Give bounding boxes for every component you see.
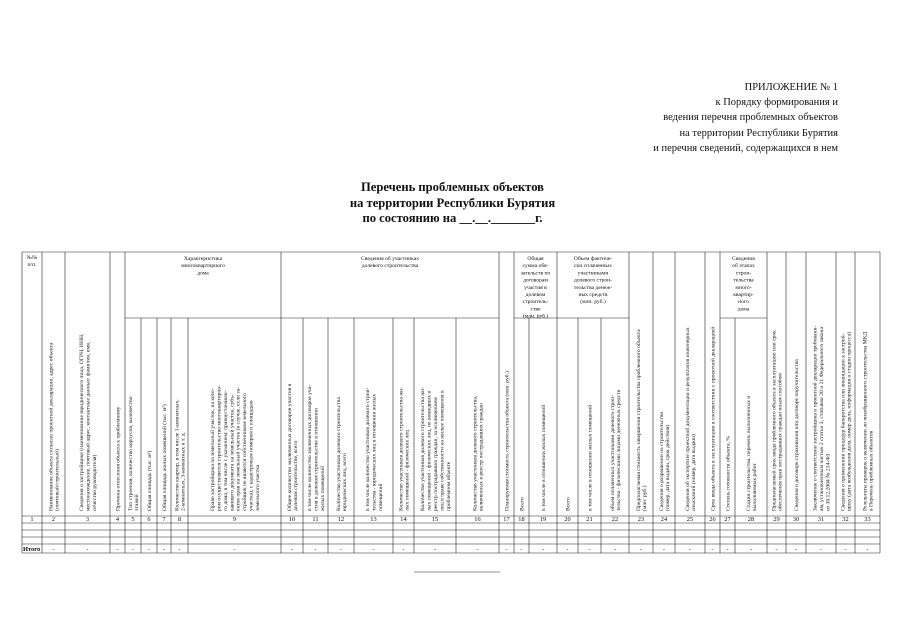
column-number: 30: [792, 516, 800, 524]
column-header-text: этажей: [134, 494, 141, 511]
appendix-line: ведения перечня проблемных объектов: [663, 112, 838, 124]
group-header-text: ных средств: [578, 292, 608, 298]
group-header-text: (млн. руб.): [522, 313, 549, 320]
column-header-text: Предполагаемая стоимость завершения строительства проблемного объекта: [635, 329, 642, 511]
column-number: 11: [312, 516, 319, 524]
column-number: 14: [400, 516, 407, 524]
itogo-dash: -: [433, 546, 437, 553]
column-number: 12: [337, 516, 345, 524]
group-header-text: стве: [530, 306, 541, 313]
column-header-text: ром осуществляется строительство многоквартирно-: [216, 384, 223, 511]
column-number: 3: [85, 516, 90, 524]
column-number: 17: [503, 516, 510, 524]
group-header-text: дома: [197, 270, 209, 277]
appendix-line: к Порядку формирования и: [715, 97, 838, 109]
column-header-text: долевом строительстве, всего: [293, 440, 300, 511]
column-header-text: участка), с кадастровым номером и площадью: [248, 400, 255, 511]
column-header-text: (номер, дата выдачи, срок действия): [665, 424, 672, 511]
column-header-text: земельного участка: [254, 464, 261, 511]
group-header-text: (млн. руб.): [580, 299, 606, 306]
column-header-text: п/п.: [27, 262, 37, 268]
column-header-text: в том числе в отношении жилых помещений: [541, 404, 547, 511]
itogo-dash: -: [147, 546, 151, 553]
group-header-text: Общая: [527, 256, 544, 262]
itogo-dash: -: [662, 546, 666, 553]
column-number: 15: [431, 516, 439, 524]
column-header-text: тельства - физическими лицами денежных средств: [616, 389, 623, 511]
group-header-text: тельства: [733, 277, 754, 284]
group-header-text: Характеристика: [183, 256, 223, 262]
column-number: 4: [115, 516, 120, 524]
column-header-text: в том числе количество участников долевого строи-: [365, 387, 372, 511]
column-number: 20: [564, 516, 571, 524]
column-number: 26: [709, 516, 716, 524]
group-header-text: многоквартирного: [181, 263, 225, 270]
column-number: 23: [637, 516, 645, 524]
column-number: 24: [660, 516, 668, 524]
column-number: 16: [474, 516, 481, 524]
itogo-dash: -: [844, 546, 847, 553]
column-header-text: Количество участников долевого строительства жи-: [398, 387, 405, 511]
column-number: 31: [817, 516, 825, 524]
column-header-text: ям, установленным частью 2 статьи 3, статьями 20 и 21 Федерального закона: [819, 327, 825, 511]
column-header-text: Предполагаемый срок ввода проблемного объекта в эксплуатацию или срок: [771, 330, 778, 511]
itogo-dash: -: [819, 546, 823, 553]
column-number: 28: [747, 516, 755, 524]
column-header-text: (млн. руб.): [642, 485, 649, 511]
column-header-text: изысканий (номер, дата выдачи): [691, 434, 698, 511]
itogo-dash: -: [505, 546, 508, 553]
itogo-dash: -: [233, 546, 236, 553]
column-header-text: №№: [26, 255, 38, 261]
itogo-dash: -: [131, 546, 135, 553]
itogo-dash: -: [866, 546, 869, 553]
column-header-text: Всего: [565, 497, 572, 511]
column-number: 33: [864, 516, 871, 524]
column-header-text: стройщик не является собственником земельного: [242, 393, 249, 511]
column-header-text: 2-комнатных, 3-комнатных и т. д.: [180, 432, 187, 511]
itogo-dash: -: [749, 546, 753, 553]
column-header-text: проблемном объекте: [445, 461, 452, 511]
column-header-text: в том числе количество заключенных договоров уча-: [307, 384, 314, 511]
column-header-text: объем оплаченных участниками долевого строи-: [609, 395, 616, 511]
column-header-text: Срок ввода объекта в эксплуатацию в соответствии с проектной декларацией: [710, 326, 717, 511]
group-header-text: Сведения об участниках: [361, 256, 419, 262]
itogo-dash: -: [116, 546, 119, 553]
group-header-text: сумма обя-: [522, 263, 549, 270]
itogo-dash: -: [178, 546, 181, 553]
itogo-dash: -: [566, 546, 569, 553]
column-header-text: лых помещений - физических лиц, не вошедших в: [426, 390, 433, 511]
column-header-text: реестр пострадавших граждан, за исключением: [433, 397, 439, 511]
column-header-text: Сведения об экспертизе проектной документации и результатов инженерных: [684, 327, 691, 511]
group-header-text: тельства денеж-: [573, 284, 613, 291]
group-header-text: дома: [737, 306, 750, 313]
group-header-text: строи-: [735, 270, 752, 277]
column-number: 2: [51, 516, 56, 524]
itogo-dash: -: [86, 546, 89, 553]
group-header-text: зательств по: [520, 270, 551, 277]
itogo-dash: -: [372, 546, 375, 553]
itogo-dash: -: [290, 546, 294, 553]
appendix-line: на территории Республики Бурятия: [679, 127, 838, 139]
group-header-text: об этапах: [732, 263, 755, 270]
appendix-heading: ПРИЛОЖЕНИЕ № 1: [744, 82, 838, 93]
itogo-dash: -: [588, 546, 591, 553]
itogo-dash: -: [314, 546, 317, 553]
column-number: 22: [611, 516, 619, 524]
itogo-dash: -: [520, 546, 523, 553]
itogo-dash: -: [52, 546, 55, 553]
column-header-text: го дома, в том числе с указанием: правоустанавли-: [222, 390, 229, 511]
group-header-text: Объем фактиче-: [573, 256, 613, 262]
itogo-dash: -: [688, 546, 692, 553]
group-header-text: участниками: [577, 270, 609, 277]
column-header-text: включенных в реестр пострадавших граждан: [478, 403, 485, 511]
column-header-text: Количество квартир, в том числе 1-комнатных,: [174, 399, 181, 511]
itogo-dash: -: [476, 546, 479, 553]
group-header-text: долевого строительства: [361, 263, 419, 270]
group-header-text: долевом: [525, 292, 546, 298]
column-header-text: Причина отнесения объекта к проблемному: [115, 406, 122, 511]
group-header-text: ски сплаченных: [574, 263, 612, 270]
itogo-dash: -: [613, 546, 617, 553]
itogo-dash: -: [775, 546, 778, 553]
column-header-text: вающего документа на земельный участок, субъ-: [229, 394, 236, 511]
column-number: 21: [586, 516, 593, 524]
itogo-dash: -: [711, 546, 714, 553]
itogo-label: Итого: [23, 546, 41, 553]
column-number: 6: [147, 516, 151, 524]
column-number: 29: [773, 516, 780, 524]
column-number: 7: [162, 516, 166, 524]
column-header-text: Количество участников долевого строительства,: [472, 395, 479, 511]
column-header-text: Заключение о соответствии застройщика и проектной декларации требовани-: [812, 325, 819, 511]
column-header-text: в том числе в отношении жилых помещений: [587, 404, 594, 511]
column-header-text: ектов прав на земельный участок (в случае, если за-: [235, 387, 242, 511]
column-number: 18: [518, 516, 525, 524]
column-header-text: Право застройщика на земельный участок, на кото-: [210, 388, 217, 511]
column-header-text: тельства - юридических лиц в отношении жилых: [371, 393, 378, 511]
column-header-text: Планируемая стоимость строительства объекта (млн. руб.): [504, 371, 511, 511]
column-header-text: помещений: [377, 483, 384, 511]
column-header-text: Количество участников долевого строительства жи-: [420, 387, 427, 511]
itogo-dash: -: [726, 546, 729, 553]
title-line: на территории Республики Бурятия: [349, 195, 556, 210]
group-header-text: квартир-: [733, 292, 754, 298]
column-number: 9: [232, 516, 237, 524]
itogo-dash: -: [162, 546, 166, 553]
column-header-text: Тип строения, количество корпусов, количество: [127, 396, 134, 511]
column-header-text: лиц в праве собственности на жилые помещения в: [439, 390, 446, 511]
column-header-text: Наименование объекта согласно проектной декларации, адрес объекта: [48, 342, 55, 511]
column-header-text: Сведения о застройщике (наименование юридического лица, ОГРН, ИНН,: [79, 333, 86, 511]
group-header-text: строитель-: [522, 299, 549, 306]
title-line: Перечень проблемных объектов: [360, 180, 544, 194]
column-header-text: отчество руководителя): [91, 454, 98, 511]
column-header-text: Степень готовности объекта, %: [725, 436, 732, 511]
column-number: 8: [177, 516, 182, 524]
group-header-text: договорам: [523, 277, 548, 284]
itogo-dash: -: [794, 546, 798, 553]
column-header-text: в Перечень проблемных объектов: [868, 430, 875, 511]
column-header-text: лых помещений - физических лиц: [404, 429, 411, 511]
group-header-text: ного: [738, 299, 749, 306]
itogo-dash: -: [402, 546, 405, 553]
column-number: 27: [724, 516, 731, 524]
group-header-text: участия в: [524, 284, 547, 291]
column-number: 25: [686, 516, 694, 524]
column-header-text: (почтовый/строительный): [54, 449, 61, 511]
column-header-text: юридических лиц, всего: [342, 453, 349, 511]
group-header-text: долевого строи-: [573, 277, 613, 284]
column-header-text: щику (дата возбуждения дела, номер дела, информация о стадии процесса): [846, 332, 853, 511]
column-header-text: от 30.12.2004 № 214-ФЗ: [825, 453, 832, 511]
column-header-text: Сведения о разрешении на строительство: [658, 411, 665, 511]
column-header-text: жилых помещений: [319, 465, 326, 511]
column-header-text: стия в долевом строительстве в отношении: [313, 407, 320, 511]
column-number: 32: [842, 516, 849, 524]
column-number: 10: [288, 516, 296, 524]
group-header-text: Сведения: [732, 256, 755, 262]
column-header-text: Количество участников долевого строительства: [335, 397, 342, 511]
column-header-text: Всего: [519, 497, 526, 511]
column-number: 13: [370, 516, 377, 524]
itogo-dash: -: [639, 546, 643, 553]
title-date-line: по состоянию на __.__._______г.: [362, 211, 543, 225]
itogo-dash: -: [339, 546, 343, 553]
column-header-text: обеспечения прав пострадавших граждан иным способом: [777, 373, 784, 511]
column-header-text: Стадия строительства, перечень выполненных и: [745, 395, 752, 511]
column-header-text: Сведения о применении процедур банкротства или ликвидации к застрой-: [840, 333, 847, 511]
column-header-text: Результаты проверок о включении ли чиаобращенного строительства МКД: [862, 331, 869, 511]
column-header-text: местонахождение, почтовый адрес, контактные данные: фамилия, имя,: [85, 341, 92, 511]
column-header-text: Общее количество заключенных договоров участия в: [286, 383, 293, 511]
column-header-text: Общая площадь (тыс. м²): [147, 450, 153, 511]
appendix-line: и перечня сведений, содержащихся в нем: [653, 142, 838, 154]
column-number: 19: [539, 516, 547, 524]
column-header-text: выполняемых работ: [752, 463, 759, 511]
column-number: 1: [30, 516, 34, 524]
itogo-dash: -: [541, 546, 545, 553]
column-header-text: Общая площадь жилых помещений (тыс. м²): [162, 404, 168, 511]
group-header-text: много-: [735, 284, 752, 291]
column-header-text: Сведения о договоре страхования или договоре поручительства: [794, 359, 800, 511]
column-number: 5: [131, 516, 135, 524]
